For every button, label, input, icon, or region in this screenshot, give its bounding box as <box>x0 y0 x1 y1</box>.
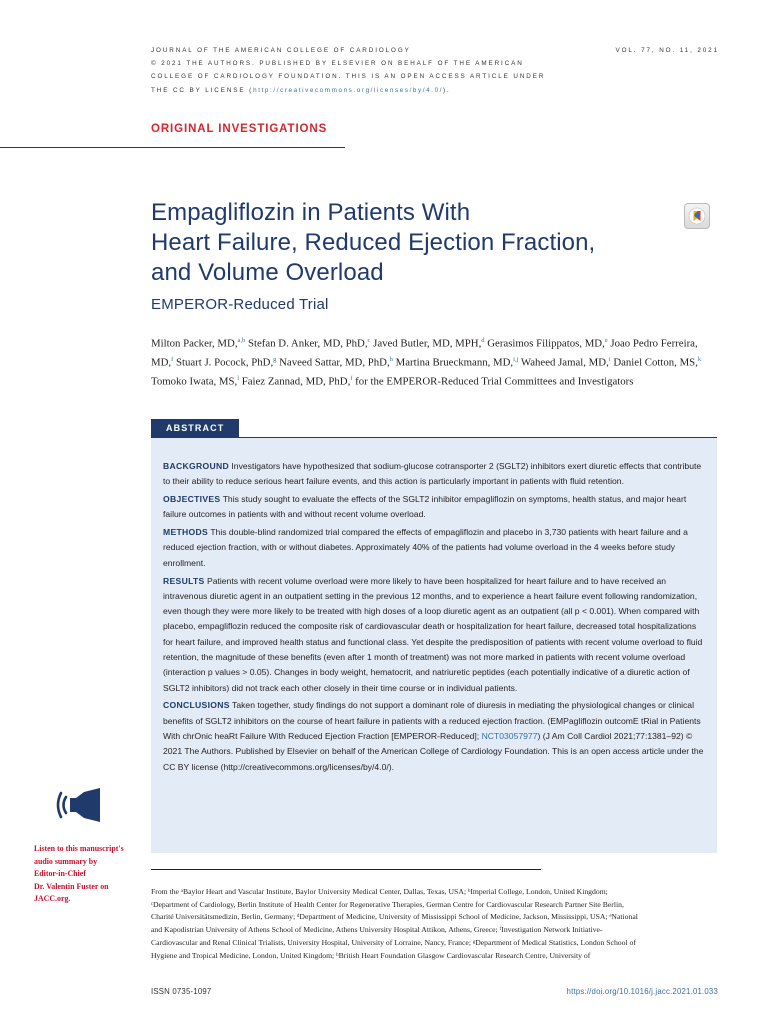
author-affiliation-marker: f <box>171 355 174 363</box>
author-name: Javed Butler, MD, MPH, <box>373 337 482 350</box>
author-affiliation-marker: d <box>481 337 485 344</box>
conclusions-text-b: ) (J Am Coll Cardiol 2021;77:1381–92) © 2021 The Authors. Published by Elsevier on behalf of the American College of Cardiology Foundation. This is an open access article under the CC BY license ( <box>163 731 704 772</box>
license-suffix: ). <box>443 86 451 94</box>
crossmark-bookmark-icon[interactable] <box>684 203 710 229</box>
author-name: Joao Pedro Ferreira, MD, <box>151 337 698 369</box>
background-text: Investigators have hypothesized that sodium-glucose cotransporter 2 (SGLT2) inhibitors exert diuretic effects that contribute to their ability to reduce serious heart failure events, and this action is particularly important in patients with fluid retention. <box>163 461 702 487</box>
author-affiliation-marker: h <box>389 355 393 363</box>
author-group: for the EMPEROR-Reduced Trial Committees and Investigators <box>355 375 634 388</box>
author-affiliation-marker: e <box>604 337 608 344</box>
audio-line-5: JACC.org. <box>34 894 71 904</box>
author-affiliation-marker: g <box>273 355 277 363</box>
author-affiliation-marker: l <box>237 374 240 382</box>
affiliations-divider <box>151 869 541 870</box>
journal-name: JOURNAL OF THE AMERICAN COLLEGE OF CARDIOLOGY <box>151 47 411 54</box>
article-title <box>151 198 671 288</box>
conclusions-label: CONCLUSIONS <box>163 700 230 711</box>
section-divider <box>0 147 345 148</box>
cc-license-link[interactable]: http://creativecommons.org/licenses/by/4.0/ <box>223 761 389 772</box>
doi-link[interactable]: https://doi.org/10.1016/j.jacc.2021.01.033 <box>566 987 718 996</box>
author-name: Gerasimos Filippatos, MD, <box>487 337 605 350</box>
abstract-tab: ABSTRACT <box>151 419 239 437</box>
results-text: Patients with recent volume overload were more likely to have been hospitalized for heart failure and to have received an intravenous diuretic agent in an outpatient setting in the previous 12 months, and to experience a heart failure event following randomization, even though they were more likely to be treated with high doses of a loop diuretic agent as an outpatient (all p < 0.001). When compared with placebo, empagliflozin reduced the composite risk of cardiovascular death or hospitalization for heart failure, decreased total hospitalizations for heart failure, and improved health status and functional class. Yet despite the predisposition of patients with recent volume overload to fluid retention, the magnitude of these benefits (even after 1 month of treatment) was not more marked in patients with recent volume overload (interaction p values > 0.05). Changes in body weight, hematocrit, and natriuretic peptides (each potentially indicative of a diuretic action of SGLT2 inhibitors) did not track each other closely in their time course or in individual patients. <box>163 575 703 693</box>
abstract-background <box>163 459 708 490</box>
section-heading: ORIGINAL INVESTIGATIONS <box>151 123 328 135</box>
author-list <box>151 333 721 390</box>
methods-label: METHODS <box>163 527 209 538</box>
author-name: Milton Packer, MD, <box>151 337 238 350</box>
abstract-results <box>163 574 708 696</box>
article-subtitle: EMPEROR-Reduced Trial <box>151 296 329 313</box>
audio-line-2: audio summary by <box>34 856 98 866</box>
author-name: Martina Brueckmann, MD, <box>395 356 514 369</box>
speaker-icon[interactable] <box>56 783 104 832</box>
affiliations: From the ᵃBaylor Heart and Vascular Institute, Baylor University Medical Center, Dallas, Texas, USA; ᵇImperial College, London, United Kingdom; ᶜDepartment of Cardiology, Berlin Institute of Health Center for Regenerative Therapies, German Centre for Cardiovascular Research Partner Site Berlin, Charité Universitätsmedizin, Berlin, Germany; ᵈDepartment of Medicine, University of Mississippi School of Medicine, Jackson, Mississippi, USA; ᵉNational and Kapodistrian University of Athens School of Medicine, Athens University Hospital Attikon, Athens, Greece; ᶠInvestigation Network Initiative-Cardiovascular and Renal Clinical Trialists, University Hospital, University of Lorraine, Nancy, France; ᵍDepartment of Medical Statistics, London School of Hygiene and Tropical Medicine, London, United Kingdom; ʰBritish Heart Foundation Glasgow Cardiovascular Research Centre, University of <box>151 887 638 960</box>
audio-summary-note[interactable] <box>34 843 130 906</box>
methods-text: This double-blind randomized trial compared the effects of empagliflozin and placebo in 3,730 patients with heart failure and a reduced ejection fraction, with or without diabetes. Approximately 40% of the patients had volume overload in the 4 weeks before study enrollment. <box>163 527 688 568</box>
author-name: Naveed Sattar, MD, PhD, <box>279 356 390 369</box>
abstract-methods <box>163 525 708 571</box>
author-affiliation-marker: c <box>367 337 371 344</box>
author-name: Waheed Jamal, MD, <box>520 356 609 369</box>
author-affiliation-marker: i <box>608 355 611 363</box>
abstract-conclusions <box>163 698 708 774</box>
author-affiliation-marker: f <box>350 374 353 382</box>
license-prefix: THE CC BY LICENSE ( <box>151 86 254 94</box>
audio-line-1: Listen to this manuscript's <box>34 844 124 853</box>
copyright-line: © 2021 THE AUTHORS. PUBLISHED BY ELSEVIER ON BEHALF OF THE AMERICAN <box>151 60 524 68</box>
copyright-line-2: COLLEGE OF CARDIOLOGY FOUNDATION. THIS IS AN OPEN ACCESS ARTICLE UNDER <box>151 73 546 81</box>
title-line-3: and Volume Overload <box>151 259 384 286</box>
author-name: Tomoko Iwata, MS, <box>151 375 238 388</box>
author-name: Stuart J. Pocock, PhD, <box>175 356 274 369</box>
author-name: Stefan D. Anker, MD, PhD, <box>248 337 368 350</box>
background-label: BACKGROUND <box>163 461 230 471</box>
license-line <box>151 84 545 97</box>
author-affiliation-marker: k <box>697 355 702 363</box>
audio-line-4: Dr. Valentin Fuster on <box>34 881 109 891</box>
issn: ISSN 0735-1097 <box>151 987 212 996</box>
author-affiliation-marker: i,j <box>513 355 519 363</box>
conclusions-text-c: ). <box>388 761 395 772</box>
results-label: RESULTS <box>163 575 205 586</box>
volume-info: VOL. 77, NO. 11, 2021 <box>615 47 719 54</box>
license-link[interactable]: http://creativecommons.org/licenses/by/4.0/ <box>253 86 444 94</box>
objectives-label: OBJECTIVES <box>163 494 221 505</box>
nct-link[interactable]: NCT03057977 <box>481 731 538 742</box>
title-line-2: Heart Failure, Reduced Ejection Fraction, <box>151 229 596 256</box>
conclusions-text-a: Taken together, study findings do not support a dominant role of diuresis in mediating the physiological changes or clinical benefits of SGLT2 inhibitors on the course of heart failure in patients with a reduced ejection fraction. (EMPagliflozin outcomE tRial in Patients With chrOnic heaRt Failure With Reduced Ejection Fraction [EMPEROR-Reduced]; <box>163 700 701 742</box>
author-affiliation-marker: a,b <box>237 337 246 344</box>
abstract-objectives <box>163 492 708 523</box>
abstract-text <box>163 459 708 777</box>
author-name: Daniel Cotton, MS, <box>613 356 698 369</box>
title-line-1: Empagliflozin in Patients With <box>151 199 471 226</box>
author-name: Faiez Zannad, MD, PhD, <box>241 375 351 388</box>
journal-header <box>151 44 545 97</box>
audio-line-3: Editor-in-Chief <box>34 869 86 879</box>
objectives-text: This study sought to evaluate the effects of the SGLT2 inhibitor empagliflozin on symptoms, health status, and major heart failure outcomes in patients with and without recent volume overload. <box>163 494 687 520</box>
